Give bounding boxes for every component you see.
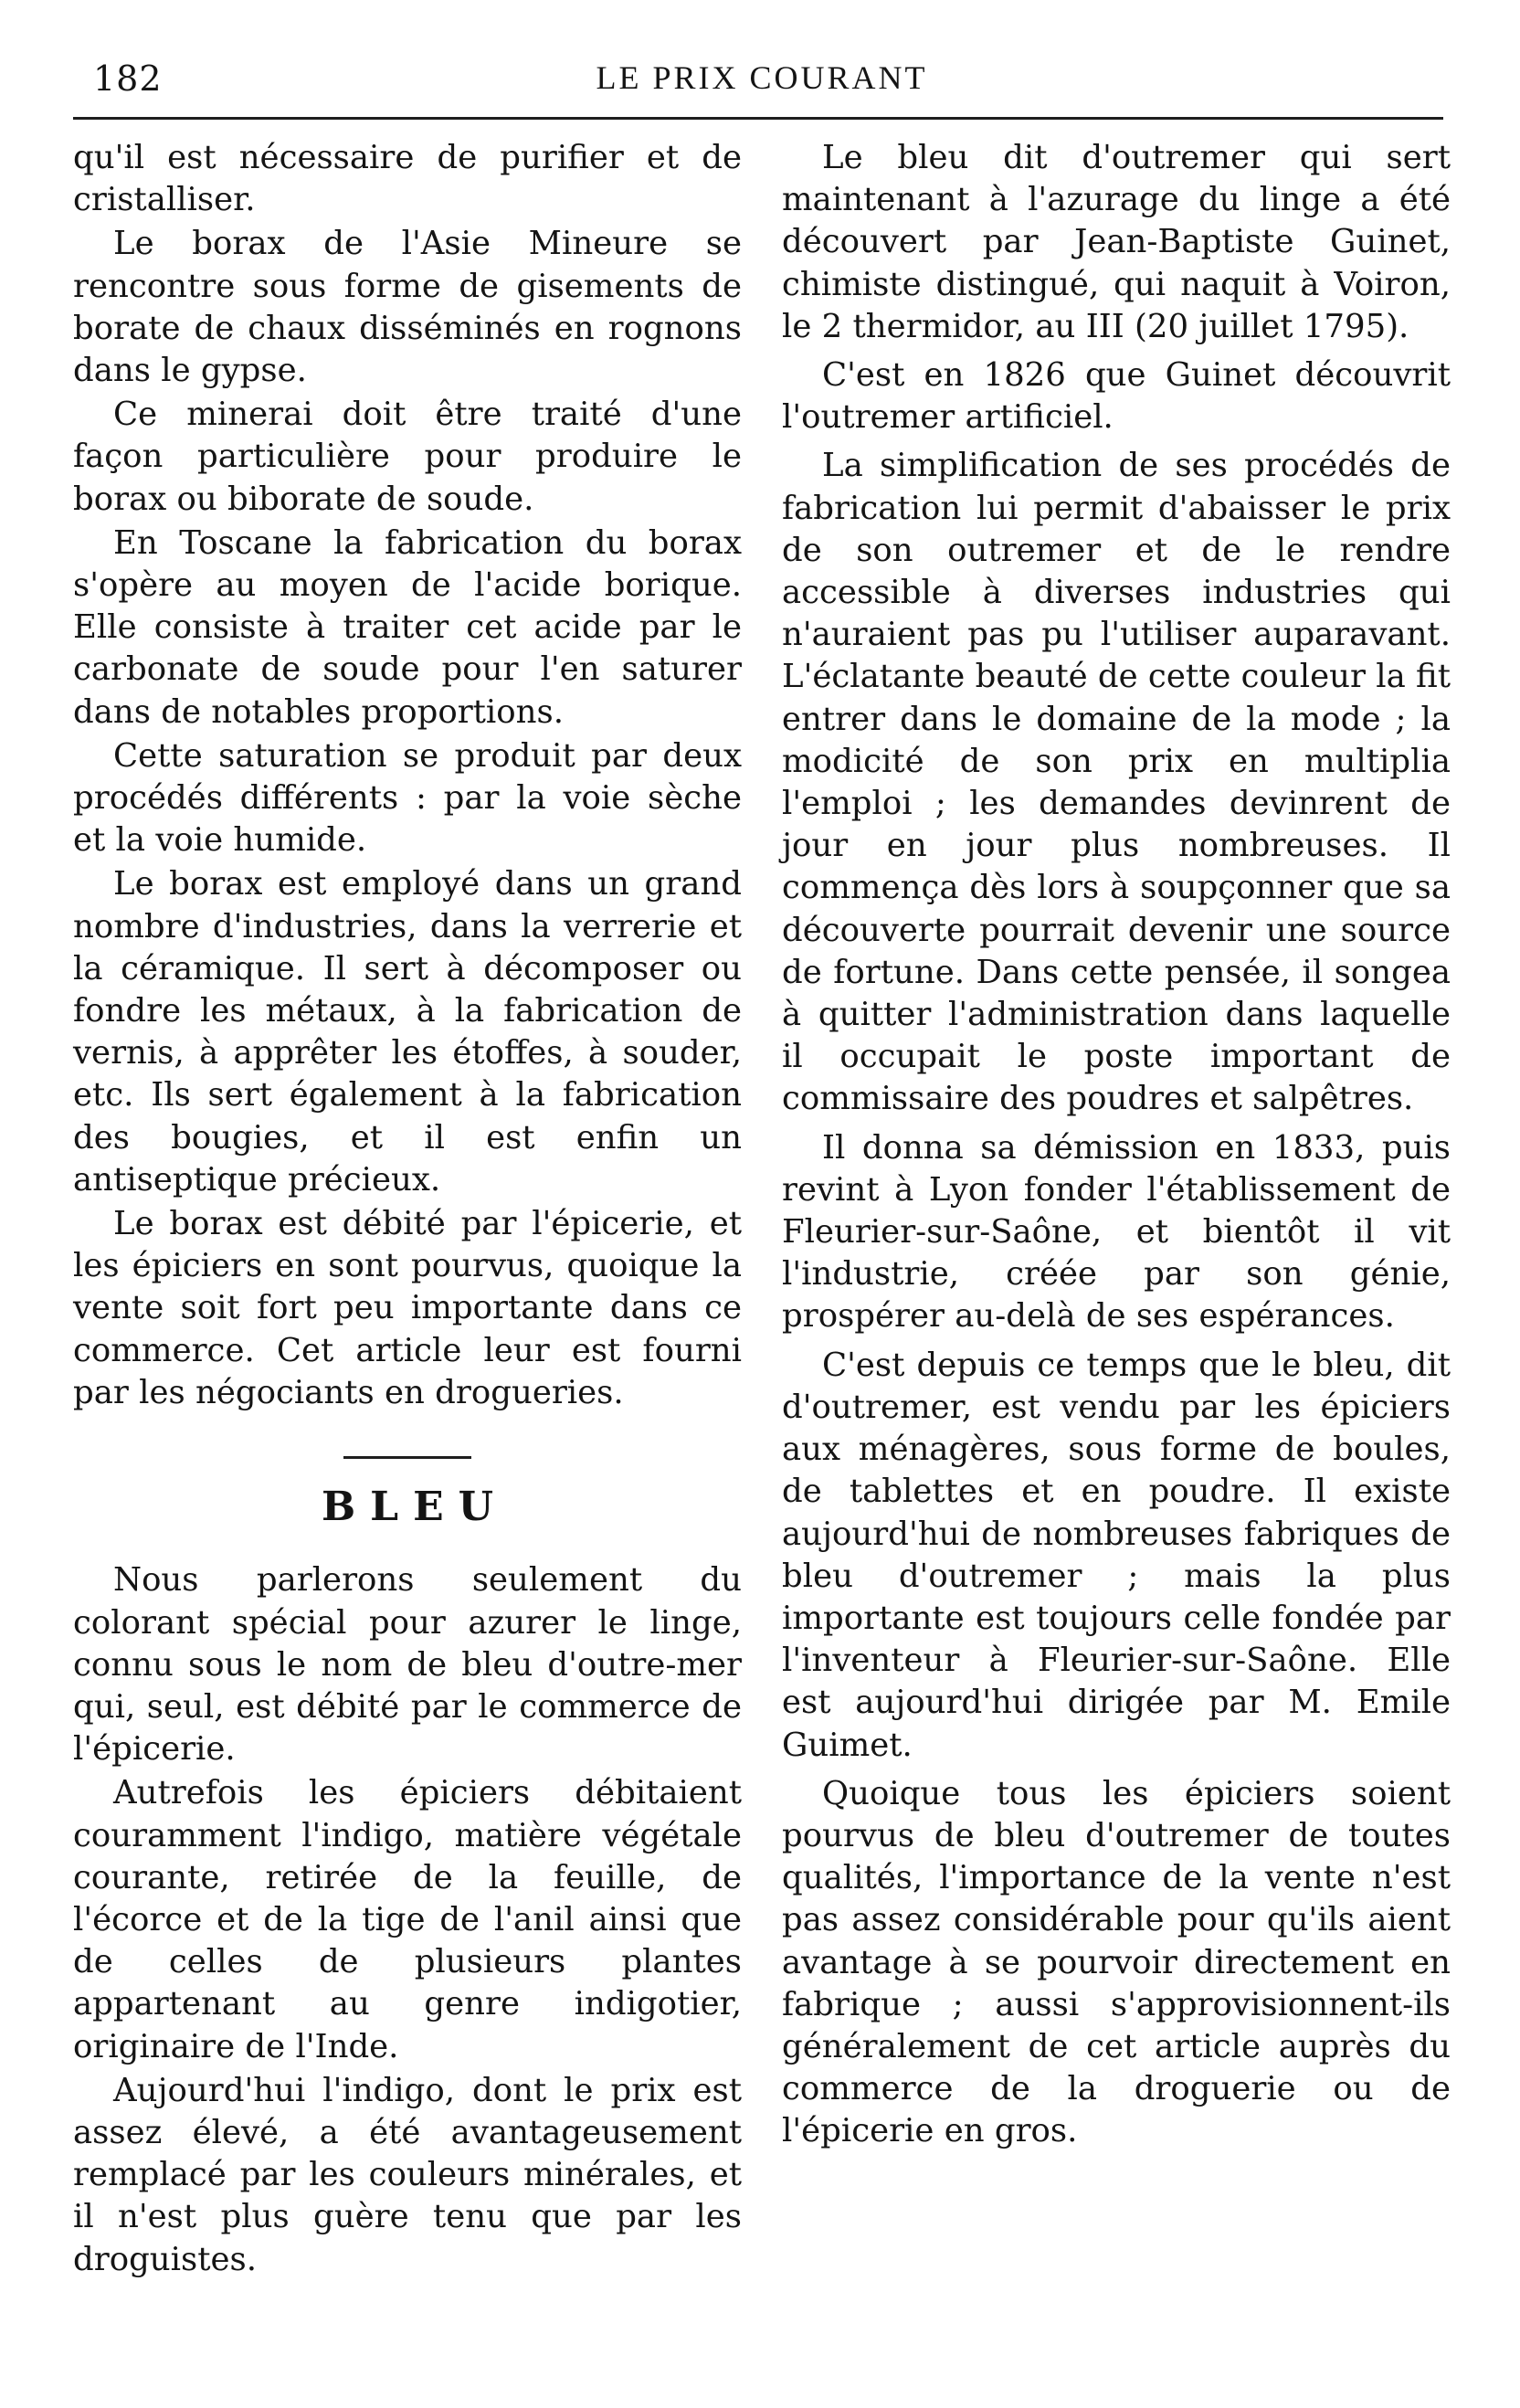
paragraph: Ce minerai doit être traité d'une façon particulière pour produire le borax ou biborate de soude.	[73, 396, 742, 518]
header-rule	[73, 117, 1443, 120]
left-column	[73, 137, 742, 2281]
paragraph: En Toscane la fabrication du borax s'opère au moyen de l'acide borique. Elle consiste à traiter cet acide par le carbonate de soude pour l'en saturer dans de notables proportions.	[73, 523, 742, 731]
section-divider	[343, 1456, 471, 1459]
paragraph: qu'il est nécessaire de purifier et de cristalliser.	[73, 139, 742, 219]
paragraph: Le bleu dit d'outremer qui sert maintenant à l'azurage du linge a été découvert par Jean-Baptiste Guinet, chimiste distingué, qui naquit à Voiron, le 2 thermidor, au III (20 juillet 1795).	[782, 139, 1451, 345]
paragraph: Le borax est employé dans un grand nombre d'industries, dans la verrerie et la céramique. Il sert à décomposer ou fondre les métaux, à la fabrication de vernis, à apprêter les étoffes, à souder, etc. Ils sert également à la fabrication des bougies, et il est enfin un antiseptique précieux.	[73, 865, 742, 1199]
paragraph: La simplification de ses procédés de fabrication lui permit d'abaisser le prix de son outremer et de le rendre accessible à diverses industries qui n'auraient pas pu l'utiliser auparavant. L'éclatante beauté de cette couleur la fit entrer dans le domaine de la mode ; la modicité de son prix en multiplia l'emploi ; les demandes devinrent de jour en jour plus nombreuses. Il commença dès lors à soupçonner que sa découverte pourrait devenir une source de fortune. Dans cette pensée, il songea à quitter l'administration dans laquelle il occupait le poste important de commissaire des poudres et salpêtres.	[782, 447, 1451, 1118]
section-heading: BLEU	[321, 1484, 509, 1531]
paragraph: C'est depuis ce temps que le bleu, dit d'outremer, est vendu par les épiciers aux ménagères, sous forme de boules, de tablettes et en poudre. Il existe aujourd'hui de nombreuses fabriques de bleu d'outremer ; mais la plus importante est toujours celle fondée par l'inventeur à Fleurier-sur-Saône. Elle est aujourd'hui dirigée par M. Emile Guimet.	[782, 1346, 1451, 1764]
paragraph: Autrefois les épiciers débitaient couramment l'indigo, matière végétale courante, retirée de la feuille, de l'écorce et de la tige de l'anil ainsi que de celles de plusieurs plantes appartenant au genre indigotier, originaire de l'Inde.	[73, 1774, 742, 2065]
paragraph: C'est en 1826 que Guinet découvrit l'outremer artificiel.	[782, 356, 1451, 437]
paragraph: Le borax de l'Asie Mineure se rencontre sous forme de gisements de borate de chaux disséminés en rognons dans le gypse.	[73, 225, 742, 390]
paragraph: Quoique tous les épiciers soient pourvus de bleu d'outremer de toutes qualités, l'importance de la vente n'est pas assez considérable pour qu'ils aient avantage à se pourvoir directement en fabrique ; aussi s'approvisionnent-ils généralement de cet article auprès du commerce de la droguerie ou de l'épicerie en gros.	[782, 1774, 1451, 2150]
right-column	[782, 137, 1451, 2153]
paragraph: Il donna sa démission en 1833, puis revint à Lyon fonder l'établissement de Fleurier-sur-Saône, et bientôt il vit l'industrie, créée par son génie, prospérer au-delà de ses espérances.	[782, 1128, 1451, 1336]
paragraph: Nous parlerons seulement du colorant spécial pour azurer le linge, connu sous le nom de bleu d'outre-mer qui, seul, est débité par le commerce de l'épicerie.	[73, 1561, 742, 1769]
running-title: LE PRIX COURANT	[596, 59, 928, 96]
page-header	[71, 51, 1452, 106]
paragraph: Le borax est débité par l'épicerie, et les épiciers en sont pourvus, quoique la vente soit fort peu importante dans ce commerce. Cet article leur est fourni par les négociants en drogueries.	[73, 1205, 742, 1411]
page-number: 182	[93, 58, 163, 99]
paragraph: Cette saturation se produit par deux procédés différents : par la voie sèche et la voie humide.	[73, 736, 742, 860]
paragraph: Aujourd'hui l'indigo, dont le prix est assez élevé, a été avantageusement remplacé par les couleurs minérales, et il n'est plus guère tenu que par les droguistes.	[73, 2071, 742, 2278]
